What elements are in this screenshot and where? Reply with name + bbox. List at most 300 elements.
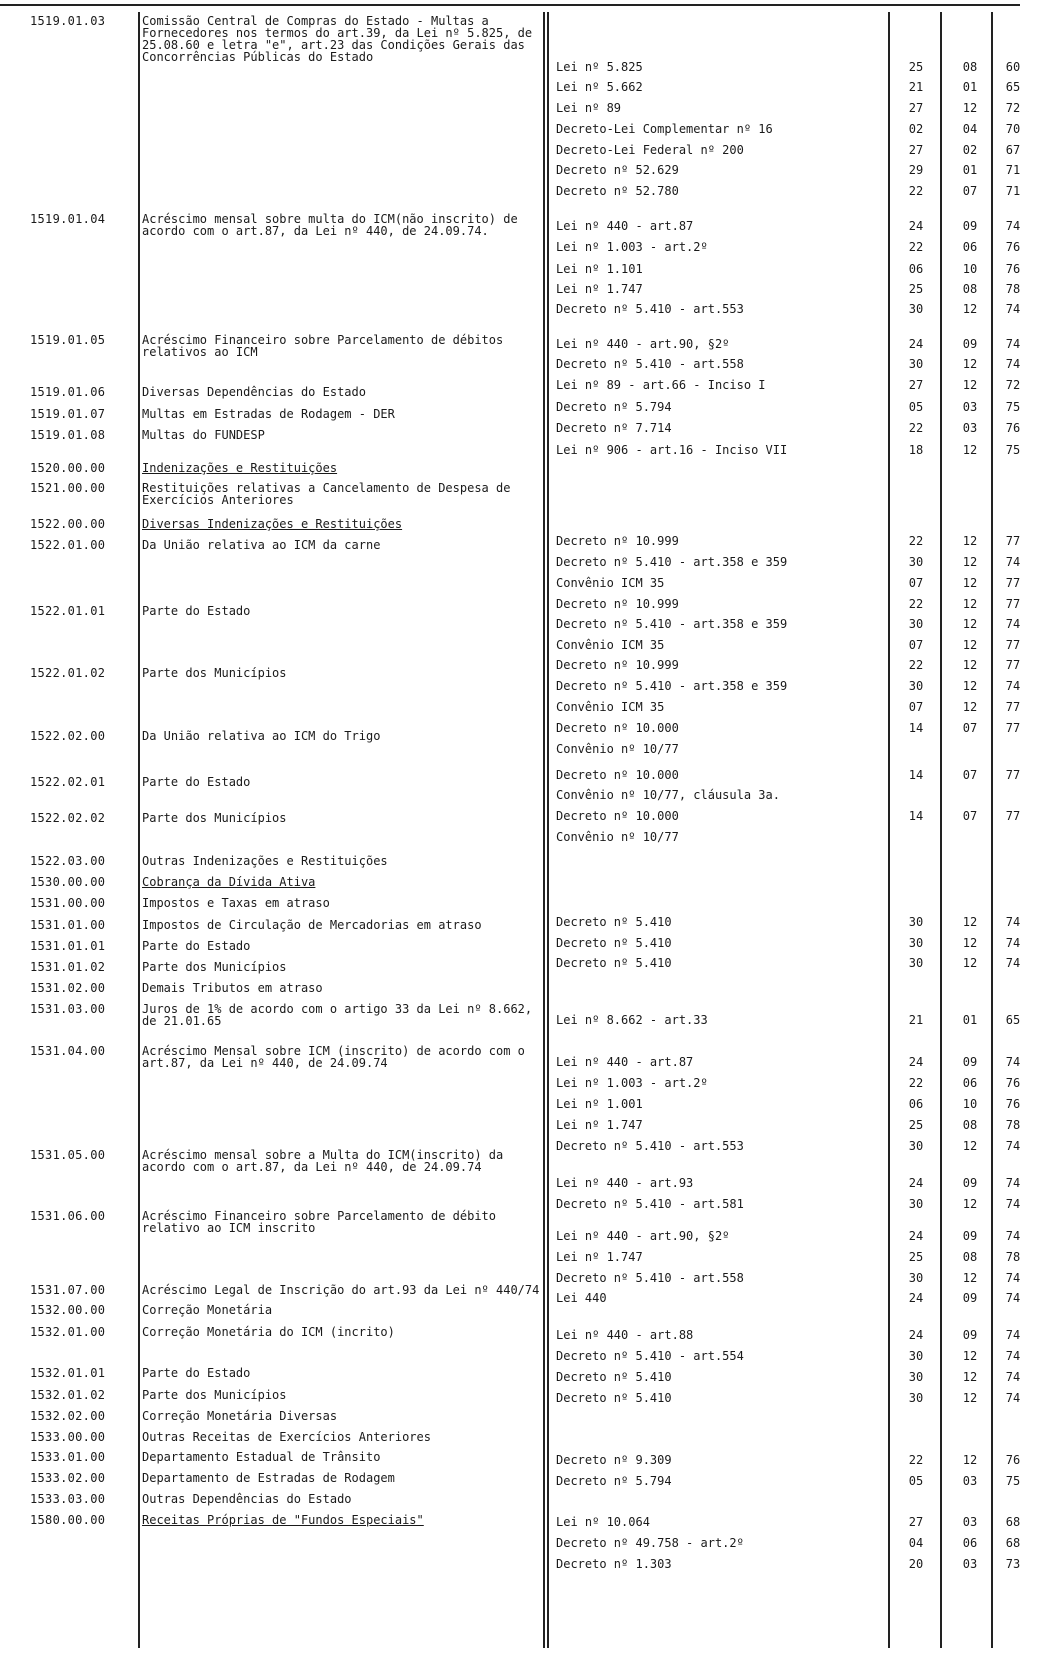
legislation-month: 09 bbox=[962, 1055, 978, 1069]
legislation-reference: Lei nº 440 - art.93 bbox=[556, 1176, 694, 1190]
legislation-day: 25 bbox=[908, 1118, 924, 1132]
legislation-year: 68 bbox=[1005, 1515, 1021, 1529]
legislation-month: 12 bbox=[962, 617, 978, 631]
legislation-reference: Lei 440 bbox=[556, 1291, 607, 1305]
legislation-year: 76 bbox=[1005, 1453, 1021, 1467]
legislation-reference: Decreto nº 52.629 bbox=[556, 163, 679, 177]
legislation-reference: Lei nº 5.825 bbox=[556, 60, 643, 74]
legislation-day: 24 bbox=[908, 219, 924, 233]
row-description: Impostos e Taxas em atraso bbox=[142, 896, 330, 910]
legislation-month: 08 bbox=[962, 282, 978, 296]
row-code: 1532.01.02 bbox=[30, 1388, 106, 1402]
legislation-day: 24 bbox=[908, 337, 924, 351]
legislation-year: 74 bbox=[1005, 915, 1021, 929]
legislation-year: 60 bbox=[1005, 60, 1021, 74]
legislation-year: 74 bbox=[1005, 1391, 1021, 1405]
row-description: Acréscimo mensal sobre multa do ICM(não inscrito) de acordo com o art.87, da Lei nº 440, de 24.09.74. bbox=[142, 212, 518, 238]
legislation-year: 76 bbox=[1005, 1076, 1021, 1090]
legislation-month: 12 bbox=[962, 638, 978, 652]
legislation-year: 77 bbox=[1005, 534, 1021, 548]
legislation-reference: Lei nº 8.662 - art.33 bbox=[556, 1013, 708, 1027]
legislation-reference: Lei nº 906 - art.16 - Inciso VII bbox=[556, 443, 788, 457]
row-code: 1531.01.00 bbox=[30, 918, 106, 932]
legislation-reference: Convênio nº 10/77 bbox=[556, 830, 679, 844]
legislation-year: 74 bbox=[1005, 617, 1021, 631]
row-description: Outras Receitas de Exercícios Anteriores bbox=[142, 1430, 431, 1444]
legislation-year: 74 bbox=[1005, 1229, 1021, 1243]
legislation-reference: Convênio nº 10/77 bbox=[556, 742, 679, 756]
legislation-day: 30 bbox=[908, 1370, 924, 1384]
legislation-reference: Decreto nº 5.410 - art.358 e 359 bbox=[556, 617, 788, 631]
legislation-reference: Decreto nº 5.410 - art.358 e 359 bbox=[556, 679, 788, 693]
row-description: Da União relativa ao ICM do Trigo bbox=[142, 729, 381, 743]
legislation-year: 68 bbox=[1005, 1536, 1021, 1550]
row-description: Impostos de Circulação de Mercadorias em atraso bbox=[142, 918, 482, 932]
legislation-month: 03 bbox=[962, 1474, 978, 1488]
row-description: Parte do Estado bbox=[142, 775, 251, 789]
legislation-day: 30 bbox=[908, 302, 924, 316]
row-code: 1522.02.02 bbox=[30, 811, 106, 825]
legislation-reference: Convênio ICM 35 bbox=[556, 638, 665, 652]
legislation-reference: Lei nº 1.101 bbox=[556, 262, 643, 276]
top-rule bbox=[0, 4, 1020, 6]
legislation-day: 14 bbox=[908, 768, 924, 782]
legislation-year: 74 bbox=[1005, 1271, 1021, 1285]
row-code: 1519.01.07 bbox=[30, 407, 106, 421]
legislation-month: 12 bbox=[962, 700, 978, 714]
legislation-year: 74 bbox=[1005, 1139, 1021, 1153]
row-description: Diversas Indenizações e Restituições bbox=[142, 517, 403, 531]
legislation-reference: Decreto nº 1.303 bbox=[556, 1557, 672, 1571]
row-code: 1522.03.00 bbox=[30, 854, 106, 868]
row-code: 1519.01.03 bbox=[30, 14, 106, 28]
row-code: 1519.01.04 bbox=[30, 212, 106, 226]
row-description: Correção Monetária Diversas bbox=[142, 1409, 338, 1423]
row-code: 1520.00.00 bbox=[30, 461, 106, 475]
row-code: 1533.02.00 bbox=[30, 1471, 106, 1485]
legislation-month: 12 bbox=[962, 302, 978, 316]
legislation-day: 27 bbox=[908, 378, 924, 392]
legislation-day: 05 bbox=[908, 400, 924, 414]
legislation-day: 24 bbox=[908, 1055, 924, 1069]
row-code: 1533.01.00 bbox=[30, 1450, 106, 1464]
legislation-reference: Convênio ICM 35 bbox=[556, 700, 665, 714]
legislation-month: 06 bbox=[962, 240, 978, 254]
row-description: Acréscimo Legal de Inscrição do art.93 da Lei nº 440/74 bbox=[142, 1283, 540, 1297]
column-divider-month bbox=[940, 12, 942, 1648]
legislation-year: 74 bbox=[1005, 1328, 1021, 1342]
legislation-month: 12 bbox=[962, 1271, 978, 1285]
legislation-reference: Decreto nº 7.714 bbox=[556, 421, 672, 435]
legislation-year: 73 bbox=[1005, 1557, 1021, 1571]
legislation-year: 71 bbox=[1005, 184, 1021, 198]
legislation-day: 25 bbox=[908, 60, 924, 74]
row-description: Acréscimo Financeiro sobre Parcelamento de débito relativo ao ICM inscrito bbox=[142, 1209, 497, 1235]
legislation-month: 10 bbox=[962, 262, 978, 276]
legislation-day: 14 bbox=[908, 809, 924, 823]
legislation-year: 74 bbox=[1005, 302, 1021, 316]
legislation-reference: Decreto-Lei Complementar nº 16 bbox=[556, 122, 773, 136]
row-code: 1522.01.00 bbox=[30, 538, 106, 552]
legislation-reference: Lei nº 1.003 - art.2º bbox=[556, 1076, 708, 1090]
row-code: 1531.02.00 bbox=[30, 981, 106, 995]
legislation-month: 12 bbox=[962, 378, 978, 392]
legislation-day: 25 bbox=[908, 282, 924, 296]
row-description: Diversas Dependências do Estado bbox=[142, 385, 366, 399]
legislation-month: 12 bbox=[962, 555, 978, 569]
legislation-reference: Decreto nº 5.410 - art.553 bbox=[556, 302, 744, 316]
legislation-month: 09 bbox=[962, 1176, 978, 1190]
legislation-year: 65 bbox=[1005, 80, 1021, 94]
row-description: Parte do Estado bbox=[142, 604, 251, 618]
legislation-month: 09 bbox=[962, 219, 978, 233]
legislation-day: 30 bbox=[908, 956, 924, 970]
legislation-year: 76 bbox=[1005, 262, 1021, 276]
legislation-day: 27 bbox=[908, 1515, 924, 1529]
legislation-reference: Lei nº 1.747 bbox=[556, 1250, 643, 1264]
legislation-reference: Decreto nº 10.999 bbox=[556, 597, 679, 611]
legislation-reference: Decreto nº 49.758 - art.2º bbox=[556, 1536, 744, 1550]
row-description: Multas do FUNDESP bbox=[142, 428, 265, 442]
legislation-year: 76 bbox=[1005, 1097, 1021, 1111]
legislation-day: 30 bbox=[908, 1271, 924, 1285]
legislation-year: 74 bbox=[1005, 936, 1021, 950]
legislation-day: 18 bbox=[908, 443, 924, 457]
legislation-month: 09 bbox=[962, 1328, 978, 1342]
legislation-reference: Lei nº 1.003 - art.2º bbox=[556, 240, 708, 254]
legislation-year: 76 bbox=[1005, 421, 1021, 435]
row-description: Multas em Estradas de Rodagem - DER bbox=[142, 407, 395, 421]
legislation-day: 07 bbox=[908, 638, 924, 652]
row-description: Da União relativa ao ICM da carne bbox=[142, 538, 381, 552]
legislation-reference: Convênio ICM 35 bbox=[556, 576, 665, 590]
row-code: 1532.00.00 bbox=[30, 1303, 106, 1317]
legislation-year: 74 bbox=[1005, 1349, 1021, 1363]
row-code: 1533.03.00 bbox=[30, 1492, 106, 1506]
legislation-year: 72 bbox=[1005, 101, 1021, 115]
column-divider-year bbox=[991, 12, 993, 1648]
legislation-month: 12 bbox=[962, 1453, 978, 1467]
legislation-reference: Decreto nº 5.410 bbox=[556, 956, 672, 970]
legislation-month: 12 bbox=[962, 1391, 978, 1405]
legislation-year: 74 bbox=[1005, 1197, 1021, 1211]
legislation-day: 30 bbox=[908, 617, 924, 631]
legislation-year: 65 bbox=[1005, 1013, 1021, 1027]
legislation-reference: Decreto-Lei Federal nº 200 bbox=[556, 143, 744, 157]
legislation-month: 09 bbox=[962, 1291, 978, 1305]
legislation-day: 22 bbox=[908, 534, 924, 548]
legislation-day: 30 bbox=[908, 555, 924, 569]
legislation-day: 22 bbox=[908, 1453, 924, 1467]
row-code: 1532.01.01 bbox=[30, 1366, 106, 1380]
legislation-month: 12 bbox=[962, 443, 978, 457]
legislation-month: 10 bbox=[962, 1097, 978, 1111]
legislation-year: 77 bbox=[1005, 597, 1021, 611]
legislation-reference: Decreto nº 5.410 - art.553 bbox=[556, 1139, 744, 1153]
legislation-day: 22 bbox=[908, 1076, 924, 1090]
row-description: Parte do Estado bbox=[142, 939, 251, 953]
legislation-reference: Lei nº 1.747 bbox=[556, 1118, 643, 1132]
legislation-day: 06 bbox=[908, 1097, 924, 1111]
row-description: Departamento Estadual de Trânsito bbox=[142, 1450, 381, 1464]
legislation-month: 12 bbox=[962, 936, 978, 950]
legislation-month: 12 bbox=[962, 679, 978, 693]
legislation-month: 12 bbox=[962, 101, 978, 115]
legislation-year: 72 bbox=[1005, 378, 1021, 392]
column-divider-day bbox=[888, 12, 890, 1648]
legislation-year: 77 bbox=[1005, 721, 1021, 735]
row-description: Indenizações e Restituições bbox=[142, 461, 338, 475]
row-description: Correção Monetária bbox=[142, 1303, 273, 1317]
legislation-month: 03 bbox=[962, 1515, 978, 1529]
legislation-year: 74 bbox=[1005, 555, 1021, 569]
legislation-reference: Decreto nº 5.410 bbox=[556, 1370, 672, 1384]
row-code: 1519.01.06 bbox=[30, 385, 106, 399]
legislation-year: 77 bbox=[1005, 809, 1021, 823]
legislation-month: 12 bbox=[962, 534, 978, 548]
legislation-day: 24 bbox=[908, 1229, 924, 1243]
legislation-day: 30 bbox=[908, 1197, 924, 1211]
row-code: 1531.06.00 bbox=[30, 1209, 106, 1223]
legislation-month: 12 bbox=[962, 915, 978, 929]
legislation-year: 74 bbox=[1005, 1055, 1021, 1069]
legislation-day: 30 bbox=[908, 1139, 924, 1153]
legislation-reference: Lei nº 89 - art.66 - Inciso I bbox=[556, 378, 766, 392]
legislation-month: 07 bbox=[962, 809, 978, 823]
legislation-day: 06 bbox=[908, 262, 924, 276]
legislation-day: 21 bbox=[908, 80, 924, 94]
row-code: 1533.00.00 bbox=[30, 1430, 106, 1444]
legislation-reference: Lei nº 440 - art.90, §2º bbox=[556, 1229, 730, 1243]
legislation-year: 77 bbox=[1005, 700, 1021, 714]
legislation-day: 21 bbox=[908, 1013, 924, 1027]
legislation-reference: Decreto nº 5.410 - art.558 bbox=[556, 1271, 744, 1285]
legislation-reference: Lei nº 89 bbox=[556, 101, 622, 115]
legislation-day: 30 bbox=[908, 679, 924, 693]
column-divider-code bbox=[138, 12, 140, 1648]
row-description: Acréscimo mensal sobre a Multa do ICM(inscrito) da acordo com o art.87, da Lei nº 440, de 24.09.74 bbox=[142, 1148, 504, 1174]
legislation-day: 30 bbox=[908, 915, 924, 929]
row-description: Juros de 1% de acordo com o artigo 33 da Lei nº 8.662, de 21.01.65 bbox=[142, 1002, 533, 1028]
row-code: 1531.03.00 bbox=[30, 1002, 106, 1016]
row-description: Outras Dependências do Estado bbox=[142, 1492, 352, 1506]
row-code: 1531.07.00 bbox=[30, 1283, 106, 1297]
row-code: 1532.01.00 bbox=[30, 1325, 106, 1339]
legislation-reference: Lei nº 440 - art.87 bbox=[556, 1055, 694, 1069]
legislation-reference: Decreto nº 10.999 bbox=[556, 534, 679, 548]
legislation-reference: Decreto nº 10.000 bbox=[556, 809, 679, 823]
row-description: Outras Indenizações e Restituições bbox=[142, 854, 388, 868]
row-code: 1531.04.00 bbox=[30, 1044, 106, 1058]
legislation-month: 07 bbox=[962, 184, 978, 198]
row-code: 1531.01.01 bbox=[30, 939, 106, 953]
legislation-year: 77 bbox=[1005, 658, 1021, 672]
legislation-day: 25 bbox=[908, 1250, 924, 1264]
row-code: 1522.01.01 bbox=[30, 604, 106, 618]
legislation-month: 09 bbox=[962, 337, 978, 351]
legislation-month: 09 bbox=[962, 1229, 978, 1243]
legislation-month: 01 bbox=[962, 163, 978, 177]
legislation-year: 78 bbox=[1005, 282, 1021, 296]
legislation-year: 75 bbox=[1005, 400, 1021, 414]
legislation-month: 12 bbox=[962, 658, 978, 672]
legislation-reference: Decreto nº 5.410 bbox=[556, 915, 672, 929]
legislation-reference: Decreto nº 9.309 bbox=[556, 1453, 672, 1467]
legislation-reference: Decreto nº 5.410 bbox=[556, 1391, 672, 1405]
legislation-year: 74 bbox=[1005, 1176, 1021, 1190]
legislation-day: 22 bbox=[908, 184, 924, 198]
legislation-day: 30 bbox=[908, 357, 924, 371]
legislation-month: 08 bbox=[962, 60, 978, 74]
row-code: 1519.01.05 bbox=[30, 333, 106, 347]
legislation-day: 02 bbox=[908, 122, 924, 136]
legislation-month: 12 bbox=[962, 1139, 978, 1153]
row-code: 1519.01.08 bbox=[30, 428, 106, 442]
row-description: Receitas Próprias de "Fundos Especiais" bbox=[142, 1513, 424, 1527]
legislation-day: 30 bbox=[908, 936, 924, 950]
legislation-day: 24 bbox=[908, 1176, 924, 1190]
legislation-reference: Decreto nº 52.780 bbox=[556, 184, 679, 198]
legislation-reference: Decreto nº 5.410 - art.558 bbox=[556, 357, 744, 371]
row-code: 1532.02.00 bbox=[30, 1409, 106, 1423]
legislation-reference: Lei nº 10.064 bbox=[556, 1515, 650, 1529]
legislation-year: 71 bbox=[1005, 163, 1021, 177]
legislation-year: 75 bbox=[1005, 1474, 1021, 1488]
row-code: 1522.00.00 bbox=[30, 517, 106, 531]
column-divider-desc bbox=[543, 12, 545, 1648]
row-code: 1522.01.02 bbox=[30, 666, 106, 680]
legislation-month: 12 bbox=[962, 357, 978, 371]
row-code: 1522.02.01 bbox=[30, 775, 106, 789]
row-description: Comissão Central de Compras do Estado - Multas a Fornecedores nos termos do art.39, da Lei nº 5.825, de 25.08.60 e letra "e", art.23 das Condições Gerais das Concorrências Públicas do Estado bbox=[142, 14, 533, 64]
row-description: Departamento de Estradas de Rodagem bbox=[142, 1471, 395, 1485]
legislation-month: 12 bbox=[962, 1197, 978, 1211]
legislation-year: 78 bbox=[1005, 1118, 1021, 1132]
legislation-day: 14 bbox=[908, 721, 924, 735]
row-description: Parte do Estado bbox=[142, 1366, 251, 1380]
legislation-reference: Decreto nº 5.794 bbox=[556, 400, 672, 414]
legislation-day: 07 bbox=[908, 700, 924, 714]
legislation-day: 30 bbox=[908, 1349, 924, 1363]
row-description: Parte dos Municípios bbox=[142, 811, 287, 825]
legislation-reference: Decreto nº 10.000 bbox=[556, 768, 679, 782]
row-code: 1580.00.00 bbox=[30, 1513, 106, 1527]
legislation-month: 03 bbox=[962, 400, 978, 414]
legislation-year: 74 bbox=[1005, 956, 1021, 970]
legislation-day: 20 bbox=[908, 1557, 924, 1571]
legislation-year: 77 bbox=[1005, 638, 1021, 652]
legislation-month: 03 bbox=[962, 1557, 978, 1571]
legislation-month: 02 bbox=[962, 143, 978, 157]
legislation-month: 12 bbox=[962, 1349, 978, 1363]
legislation-day: 29 bbox=[908, 163, 924, 177]
legislation-reference: Lei nº 440 - art.90, §2º bbox=[556, 337, 730, 351]
legislation-month: 12 bbox=[962, 956, 978, 970]
legislation-year: 74 bbox=[1005, 1291, 1021, 1305]
row-description: Acréscimo Financeiro sobre Parcelamento de débitos relativos ao ICM bbox=[142, 333, 504, 359]
row-description: Restituições relativas a Cancelamento de Despesa de Exercícios Anteriores bbox=[142, 481, 511, 507]
legislation-day: 07 bbox=[908, 576, 924, 590]
legislation-day: 22 bbox=[908, 658, 924, 672]
legislation-reference: Decreto nº 5.410 - art.581 bbox=[556, 1197, 744, 1211]
row-code: 1531.05.00 bbox=[30, 1148, 106, 1162]
legislation-month: 12 bbox=[962, 597, 978, 611]
legislation-reference: Lei nº 440 - art.88 bbox=[556, 1328, 694, 1342]
legislation-reference: Decreto nº 5.794 bbox=[556, 1474, 672, 1488]
legislation-day: 30 bbox=[908, 1391, 924, 1405]
legislation-year: 78 bbox=[1005, 1250, 1021, 1264]
row-code: 1530.00.00 bbox=[30, 875, 106, 889]
row-code: 1521.00.00 bbox=[30, 481, 106, 495]
legislation-day: 04 bbox=[908, 1536, 924, 1550]
legislation-year: 74 bbox=[1005, 337, 1021, 351]
legislation-reference: Decreto nº 10.999 bbox=[556, 658, 679, 672]
legislation-month: 08 bbox=[962, 1250, 978, 1264]
legislation-year: 74 bbox=[1005, 1370, 1021, 1384]
row-description: Acréscimo Mensal sobre ICM (inscrito) de acordo com o art.87, da Lei nº 440, de 24.09.74 bbox=[142, 1044, 525, 1070]
row-code: 1531.00.00 bbox=[30, 896, 106, 910]
legislation-reference: Lei nº 5.662 bbox=[556, 80, 643, 94]
legislation-month: 07 bbox=[962, 721, 978, 735]
legislation-month: 01 bbox=[962, 80, 978, 94]
legislation-month: 12 bbox=[962, 1370, 978, 1384]
row-description: Parte dos Municípios bbox=[142, 666, 287, 680]
row-description: Parte dos Municípios bbox=[142, 1388, 287, 1402]
legislation-day: 22 bbox=[908, 421, 924, 435]
legislation-reference: Decreto nº 5.410 - art.554 bbox=[556, 1349, 744, 1363]
legislation-year: 74 bbox=[1005, 357, 1021, 371]
legislation-day: 27 bbox=[908, 101, 924, 115]
row-description: Demais Tributos em atraso bbox=[142, 981, 323, 995]
legislation-year: 74 bbox=[1005, 219, 1021, 233]
legislation-month: 01 bbox=[962, 1013, 978, 1027]
legislation-reference: Lei nº 440 - art.87 bbox=[556, 219, 694, 233]
legislation-day: 22 bbox=[908, 597, 924, 611]
legislation-reference: Decreto nº 5.410 - art.358 e 359 bbox=[556, 555, 788, 569]
legislation-year: 77 bbox=[1005, 768, 1021, 782]
legislation-reference: Decreto nº 10.000 bbox=[556, 721, 679, 735]
legislation-day: 24 bbox=[908, 1291, 924, 1305]
row-description: Correção Monetária do ICM (incrito) bbox=[142, 1325, 395, 1339]
row-code: 1522.02.00 bbox=[30, 729, 106, 743]
legislation-day: 27 bbox=[908, 143, 924, 157]
legislation-month: 06 bbox=[962, 1536, 978, 1550]
legislation-year: 76 bbox=[1005, 240, 1021, 254]
column-divider-desc-double bbox=[547, 12, 549, 1648]
legislation-year: 67 bbox=[1005, 143, 1021, 157]
legislation-month: 12 bbox=[962, 576, 978, 590]
legislation-reference: Convênio nº 10/77, cláusula 3a. bbox=[556, 788, 780, 802]
legislation-month: 04 bbox=[962, 122, 978, 136]
legislation-reference: Lei nº 1.001 bbox=[556, 1097, 643, 1111]
row-description: Parte dos Municípios bbox=[142, 960, 287, 974]
legislation-day: 22 bbox=[908, 240, 924, 254]
legislation-month: 06 bbox=[962, 1076, 978, 1090]
legislation-day: 05 bbox=[908, 1474, 924, 1488]
legislation-year: 77 bbox=[1005, 576, 1021, 590]
legislation-reference: Decreto nº 5.410 bbox=[556, 936, 672, 950]
legislation-month: 08 bbox=[962, 1118, 978, 1132]
row-description: Cobrança da Dívida Ativa bbox=[142, 875, 316, 889]
legislation-month: 07 bbox=[962, 768, 978, 782]
legislation-year: 74 bbox=[1005, 679, 1021, 693]
legislation-reference: Lei nº 1.747 bbox=[556, 282, 643, 296]
legislation-month: 03 bbox=[962, 421, 978, 435]
legislation-day: 24 bbox=[908, 1328, 924, 1342]
legislation-year: 70 bbox=[1005, 122, 1021, 136]
row-code: 1531.01.02 bbox=[30, 960, 106, 974]
legislation-year: 75 bbox=[1005, 443, 1021, 457]
